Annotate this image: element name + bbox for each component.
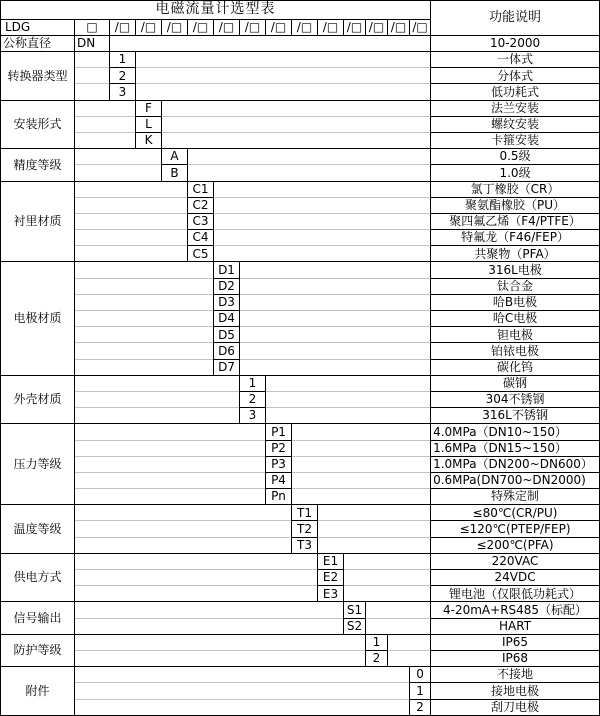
code-cell-temperature-rating: T3 bbox=[292, 537, 318, 553]
spacer-cell bbox=[75, 294, 214, 310]
code-cell-electrode-material: D6 bbox=[214, 343, 240, 359]
desc-cell-installation-type: 螺纹安装 bbox=[431, 116, 600, 132]
spacer-cell bbox=[75, 391, 240, 407]
table-title: 电磁流量计选型表 bbox=[1, 1, 431, 20]
desc-cell-installation-type: 法兰安装 bbox=[431, 100, 600, 116]
spacer-cell bbox=[75, 667, 410, 683]
spacer-cell bbox=[136, 84, 431, 100]
spacer-cell bbox=[292, 424, 431, 440]
spacer-cell bbox=[240, 359, 431, 375]
spacer-cell bbox=[266, 408, 431, 424]
code-cell-liner-material: C1 bbox=[188, 181, 214, 197]
desc-cell-accessories: 接地电极 bbox=[431, 683, 600, 699]
spacer-cell bbox=[75, 68, 110, 84]
spacer-cell bbox=[240, 294, 431, 310]
spacer-cell bbox=[75, 602, 344, 618]
spacer-cell bbox=[388, 634, 431, 650]
spacer-cell bbox=[292, 456, 431, 472]
desc-cell-converter-type: 分体式 bbox=[431, 68, 600, 84]
spacer-cell bbox=[240, 278, 431, 294]
spacer-cell bbox=[75, 650, 366, 666]
spacer-cell bbox=[162, 100, 431, 116]
group-label-installation-type: 安装形式 bbox=[1, 100, 75, 149]
code-cell-power-supply: E1 bbox=[318, 553, 344, 569]
code-cell-accessories: 0 bbox=[410, 667, 431, 683]
spacer-cell bbox=[240, 327, 431, 343]
spacer-cell bbox=[75, 230, 188, 246]
code-cell-temperature-rating: T1 bbox=[292, 505, 318, 521]
code-cell-protection-rating: 1 bbox=[366, 634, 388, 650]
spacer-cell bbox=[75, 116, 136, 132]
model-code-slot: /□ bbox=[240, 19, 266, 35]
code-cell-liner-material: C2 bbox=[188, 197, 214, 213]
spacer-cell bbox=[75, 262, 214, 278]
code-cell-pressure-rating: P1 bbox=[266, 424, 292, 440]
model-code-slot: /□ bbox=[214, 19, 240, 35]
code-cell-installation-type: F bbox=[136, 100, 162, 116]
spacer-cell bbox=[214, 197, 431, 213]
code-cell-pressure-rating: Pn bbox=[266, 489, 292, 505]
spacer-cell bbox=[214, 213, 431, 229]
model-code-slot: /□ bbox=[188, 19, 214, 35]
desc-cell-electrode-material: 碳化钨 bbox=[431, 359, 600, 375]
code-cell-liner-material: C3 bbox=[188, 213, 214, 229]
spacer-cell bbox=[318, 537, 431, 553]
spacer-cell bbox=[75, 181, 188, 197]
code-cell-accessories: 1 bbox=[410, 683, 431, 699]
spacer-cell bbox=[292, 440, 431, 456]
spacer-cell bbox=[75, 246, 188, 262]
code-cell-power-supply: E2 bbox=[318, 570, 344, 586]
code-cell-electrode-material: D3 bbox=[214, 294, 240, 310]
dn-code-cell: DN bbox=[75, 35, 110, 51]
model-code-slot: /□ bbox=[388, 19, 410, 35]
desc-cell-accuracy-class: 0.5级 bbox=[431, 149, 600, 165]
desc-cell-installation-type: 卡箍安装 bbox=[431, 132, 600, 148]
desc-cell-pressure-rating: 4.0MPa（DN10~150） bbox=[431, 424, 600, 440]
group-label-temperature-rating: 温度等级 bbox=[1, 505, 75, 554]
desc-cell-accessories: 不接地 bbox=[431, 667, 600, 683]
spacer-cell bbox=[75, 489, 266, 505]
spacer-cell bbox=[240, 343, 431, 359]
spacer-cell bbox=[162, 132, 431, 148]
spacer-cell bbox=[75, 570, 318, 586]
desc-cell-protection-rating: IP68 bbox=[431, 650, 600, 666]
group-label-nominal-diameter: 公称直径 bbox=[1, 35, 75, 51]
spacer-cell bbox=[75, 84, 110, 100]
desc-cell-power-supply: 锂电池（仅限低功耗式） bbox=[431, 586, 600, 602]
spacer-cell bbox=[214, 246, 431, 262]
desc-cell-pressure-rating: 0.6MPa(DN700~DN2000) bbox=[431, 472, 600, 488]
desc-cell-liner-material: 聚四氟乙烯（F4/PTFE） bbox=[431, 213, 600, 229]
code-cell-accuracy-class: B bbox=[162, 165, 188, 181]
desc-cell-electrode-material: 钛合金 bbox=[431, 278, 600, 294]
spacer-cell bbox=[75, 505, 292, 521]
desc-cell-signal-output: HART bbox=[431, 618, 600, 634]
spacer-cell bbox=[292, 472, 431, 488]
group-label-converter-type: 转换器类型 bbox=[1, 52, 75, 101]
code-cell-pressure-rating: P2 bbox=[266, 440, 292, 456]
code-cell-liner-material: C5 bbox=[188, 246, 214, 262]
spacer-cell bbox=[75, 634, 366, 650]
model-code-slot: /□ bbox=[344, 19, 366, 35]
desc-cell-housing-material: 316L不锈钢 bbox=[431, 408, 600, 424]
desc-cell-liner-material: 聚氨酯橡胶（PU） bbox=[431, 197, 600, 213]
desc-cell-pressure-rating: 1.0MPa（DN200~DN600） bbox=[431, 456, 600, 472]
group-label-electrode-material: 电极材质 bbox=[1, 262, 75, 375]
desc-cell-temperature-rating: ≤120℃(PTEP/FEP) bbox=[431, 521, 600, 537]
spacer-cell bbox=[366, 602, 431, 618]
spacer-cell bbox=[75, 343, 214, 359]
desc-cell-protection-rating: IP65 bbox=[431, 634, 600, 650]
code-cell-accuracy-class: A bbox=[162, 149, 188, 165]
spacer-cell bbox=[266, 391, 431, 407]
spacer-cell bbox=[318, 521, 431, 537]
code-cell-liner-material: C4 bbox=[188, 230, 214, 246]
desc-cell-power-supply: 24VDC bbox=[431, 570, 600, 586]
desc-cell-temperature-rating: ≤200℃(PFA) bbox=[431, 537, 600, 553]
code-cell-converter-type: 2 bbox=[110, 68, 136, 84]
model-prefix-cell: LDG bbox=[1, 19, 75, 35]
desc-cell-liner-material: 特氟龙（F46/FEP） bbox=[431, 230, 600, 246]
desc-cell-electrode-material: 哈C电极 bbox=[431, 311, 600, 327]
desc-cell-converter-type: 一体式 bbox=[431, 52, 600, 68]
spacer-cell bbox=[75, 586, 318, 602]
desc-cell-power-supply: 220VAC bbox=[431, 553, 600, 569]
spacer-cell bbox=[240, 262, 431, 278]
group-label-power-supply: 供电方式 bbox=[1, 553, 75, 602]
group-label-accessories: 附件 bbox=[1, 667, 75, 716]
model-code-slot: /□ bbox=[292, 19, 318, 35]
spacer-cell bbox=[188, 165, 431, 181]
spacer-cell bbox=[75, 683, 410, 699]
spacer-cell bbox=[75, 197, 188, 213]
desc-cell-nominal-diameter: 10-2000 bbox=[431, 35, 600, 51]
function-description-header: 功能说明 bbox=[431, 1, 600, 36]
code-cell-signal-output: S2 bbox=[344, 618, 366, 634]
spacer-cell bbox=[388, 650, 431, 666]
desc-cell-electrode-material: 钽电极 bbox=[431, 327, 600, 343]
code-cell-electrode-material: D5 bbox=[214, 327, 240, 343]
code-cell-installation-type: L bbox=[136, 116, 162, 132]
code-cell-housing-material: 2 bbox=[240, 391, 266, 407]
desc-cell-accessories: 刮刀电极 bbox=[431, 699, 600, 715]
model-code-slot: /□ bbox=[136, 19, 162, 35]
code-cell-electrode-material: D2 bbox=[214, 278, 240, 294]
spacer-cell bbox=[344, 586, 431, 602]
model-code-slot: /□ bbox=[366, 19, 388, 35]
spacer-cell bbox=[162, 116, 431, 132]
desc-cell-converter-type: 低功耗式 bbox=[431, 84, 600, 100]
group-label-housing-material: 外壳材质 bbox=[1, 375, 75, 424]
model-code-slot: /□ bbox=[110, 19, 136, 35]
spacer-cell bbox=[75, 424, 266, 440]
desc-cell-housing-material: 碳钢 bbox=[431, 375, 600, 391]
desc-cell-temperature-rating: ≤80℃(CR/PU) bbox=[431, 505, 600, 521]
desc-cell-pressure-rating: 1.6MPa（DN15~150） bbox=[431, 440, 600, 456]
spacer-cell bbox=[75, 100, 136, 116]
desc-cell-electrode-material: 铂铱电极 bbox=[431, 343, 600, 359]
spacer-cell bbox=[75, 149, 162, 165]
desc-cell-housing-material: 304不锈钢 bbox=[431, 391, 600, 407]
spacer-cell bbox=[75, 52, 110, 68]
spacer-cell bbox=[75, 311, 214, 327]
code-cell-housing-material: 1 bbox=[240, 375, 266, 391]
spacer-cell bbox=[266, 375, 431, 391]
desc-cell-accuracy-class: 1.0级 bbox=[431, 165, 600, 181]
spacer-cell bbox=[75, 165, 162, 181]
model-code-slot: /□ bbox=[318, 19, 344, 35]
code-cell-converter-type: 3 bbox=[110, 84, 136, 100]
code-cell-pressure-rating: P3 bbox=[266, 456, 292, 472]
spacer-cell bbox=[75, 359, 214, 375]
spacer-cell bbox=[136, 68, 431, 84]
code-cell-accessories: 2 bbox=[410, 699, 431, 715]
model-code-slot: /□ bbox=[266, 19, 292, 35]
code-cell-housing-material: 3 bbox=[240, 408, 266, 424]
desc-cell-electrode-material: 哈B电极 bbox=[431, 294, 600, 310]
model-code-box: □ bbox=[75, 19, 110, 35]
spacer-cell bbox=[75, 699, 410, 715]
spacer-cell bbox=[75, 375, 240, 391]
desc-cell-electrode-material: 316L电极 bbox=[431, 262, 600, 278]
spacer-cell bbox=[75, 132, 136, 148]
desc-cell-pressure-rating: 特殊定制 bbox=[431, 489, 600, 505]
code-cell-electrode-material: D1 bbox=[214, 262, 240, 278]
spacer-cell bbox=[75, 213, 188, 229]
spacer-cell bbox=[344, 570, 431, 586]
code-cell-protection-rating: 2 bbox=[366, 650, 388, 666]
spacer-cell bbox=[318, 505, 431, 521]
code-cell-temperature-rating: T2 bbox=[292, 521, 318, 537]
desc-cell-signal-output: 4-20mA+RS485（标配） bbox=[431, 602, 600, 618]
spacer-cell bbox=[110, 35, 431, 51]
spacer-cell bbox=[75, 537, 292, 553]
code-cell-installation-type: K bbox=[136, 132, 162, 148]
group-label-signal-output: 信号输出 bbox=[1, 602, 75, 634]
spacer-cell bbox=[75, 278, 214, 294]
spacer-cell bbox=[214, 181, 431, 197]
code-cell-power-supply: E3 bbox=[318, 586, 344, 602]
code-cell-converter-type: 1 bbox=[110, 52, 136, 68]
code-cell-electrode-material: D4 bbox=[214, 311, 240, 327]
spacer-cell bbox=[292, 489, 431, 505]
spacer-cell bbox=[366, 618, 431, 634]
spacer-cell bbox=[75, 456, 266, 472]
spacer-cell bbox=[75, 440, 266, 456]
desc-cell-liner-material: 共聚物（PFA） bbox=[431, 246, 600, 262]
spacer-cell bbox=[214, 230, 431, 246]
spacer-cell bbox=[188, 149, 431, 165]
spacer-cell bbox=[75, 618, 344, 634]
spacer-cell bbox=[75, 521, 292, 537]
group-label-pressure-rating: 压力等级 bbox=[1, 424, 75, 505]
desc-cell-liner-material: 氯丁橡胶（CR） bbox=[431, 181, 600, 197]
code-cell-signal-output: S1 bbox=[344, 602, 366, 618]
spacer-cell bbox=[344, 553, 431, 569]
group-label-liner-material: 衬里材质 bbox=[1, 181, 75, 262]
spacer-cell bbox=[240, 311, 431, 327]
code-cell-electrode-material: D7 bbox=[214, 359, 240, 375]
model-code-slot: /□ bbox=[162, 19, 188, 35]
spacer-cell bbox=[136, 52, 431, 68]
code-cell-pressure-rating: P4 bbox=[266, 472, 292, 488]
spacer-cell bbox=[75, 327, 214, 343]
group-label-accuracy-class: 精度等级 bbox=[1, 149, 75, 181]
model-code-slot: /□ bbox=[410, 19, 431, 35]
spacer-cell bbox=[75, 408, 240, 424]
spacer-cell bbox=[75, 472, 266, 488]
spacer-cell bbox=[75, 553, 318, 569]
group-label-protection-rating: 防护等级 bbox=[1, 634, 75, 666]
